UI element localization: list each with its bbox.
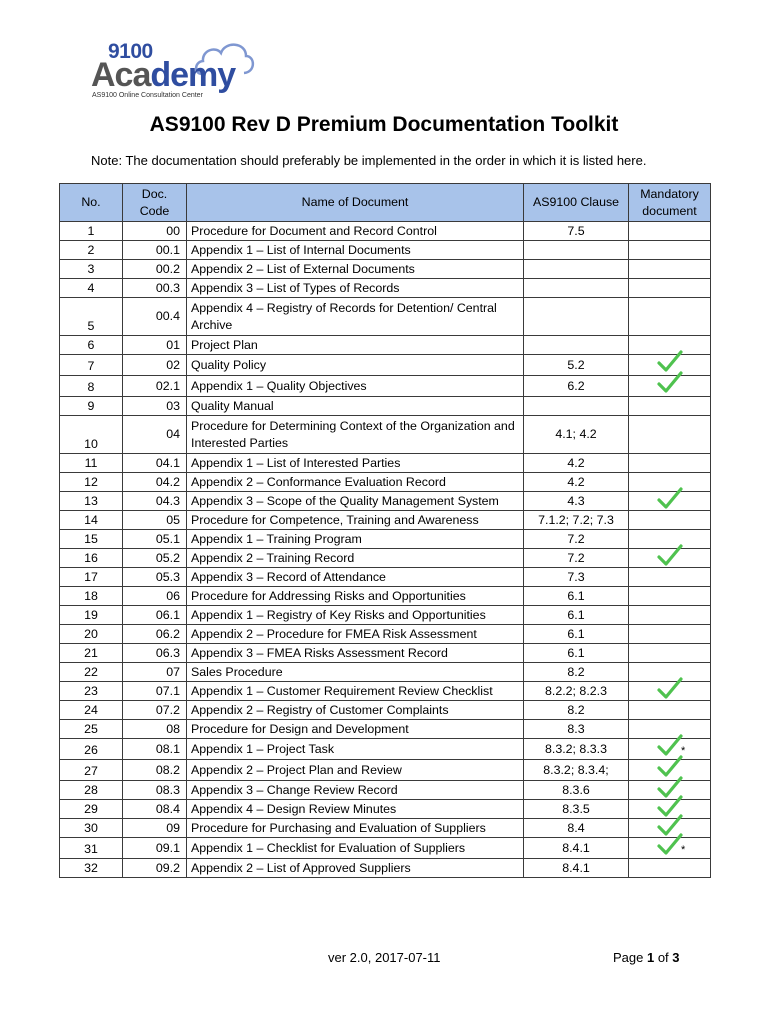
table-row xyxy=(60,663,711,682)
row-number: 8 xyxy=(60,376,123,397)
doc-code: 00.4 xyxy=(123,298,187,336)
doc-code: 08 xyxy=(123,720,187,739)
asterisk-note: * xyxy=(681,844,686,856)
as9100-clause: 6.1 xyxy=(524,587,629,606)
doc-code: 05.3 xyxy=(123,568,187,587)
row-number: 25 xyxy=(60,720,123,739)
row-number: 30 xyxy=(60,819,123,838)
as9100-clause: 8.2 xyxy=(524,701,629,720)
table-row xyxy=(60,739,711,760)
as9100-clause xyxy=(524,298,629,336)
row-number: 21 xyxy=(60,644,123,663)
doc-code: 09 xyxy=(123,819,187,838)
footer-page-number xyxy=(613,950,680,965)
document-name: Appendix 1 – Registry of Key Risks and Opportunities xyxy=(187,606,524,625)
document-name: Appendix 2 – Training Record xyxy=(187,549,524,568)
as9100-clause: 8.3.2; 8.3.3 xyxy=(524,739,629,760)
row-number: 4 xyxy=(60,279,123,298)
as9100-clause xyxy=(524,279,629,298)
table-row xyxy=(60,511,711,530)
row-number: 10 xyxy=(60,416,123,454)
footer-page-current: 1 xyxy=(646,950,655,965)
document-name: Appendix 1 – Checklist for Evaluation of Suppliers xyxy=(187,838,524,859)
document-name: Sales Procedure xyxy=(187,663,524,682)
doc-code: 09.2 xyxy=(123,859,187,878)
doc-code: 04.2 xyxy=(123,473,187,492)
doc-code: 06.3 xyxy=(123,644,187,663)
row-number: 23 xyxy=(60,682,123,701)
as9100-clause: 7.5 xyxy=(524,222,629,241)
footer-version: ver 2.0, 2017-07-11 xyxy=(328,950,441,965)
document-name: Procedure for Design and Development xyxy=(187,720,524,739)
table-row xyxy=(60,682,711,701)
as9100-clause: 8.4.1 xyxy=(524,838,629,859)
as9100-clause: 6.1 xyxy=(524,625,629,644)
mandatory-cell xyxy=(629,568,711,587)
asterisk-note: * xyxy=(681,745,686,757)
document-name: Procedure for Document and Record Control xyxy=(187,222,524,241)
table-row xyxy=(60,781,711,800)
doc-code: 00 xyxy=(123,222,187,241)
mandatory-cell xyxy=(629,454,711,473)
document-name: Appendix 1 – Training Program xyxy=(187,530,524,549)
doc-code: 02.1 xyxy=(123,376,187,397)
checkmark-icon xyxy=(657,833,686,857)
header-mandatory: Mandatory document xyxy=(629,184,711,222)
table-row xyxy=(60,397,711,416)
document-name: Quality Manual xyxy=(187,397,524,416)
table-row xyxy=(60,336,711,355)
header-doc-code: Doc. Code xyxy=(123,184,187,222)
table-row xyxy=(60,760,711,781)
mandatory-cell xyxy=(629,298,711,336)
as9100-clause: 7.1.2; 7.2; 7.3 xyxy=(524,511,629,530)
row-number: 32 xyxy=(60,859,123,878)
table-row xyxy=(60,587,711,606)
table-row xyxy=(60,222,711,241)
table-row xyxy=(60,549,711,568)
checkmark-icon xyxy=(657,544,683,568)
table-row xyxy=(60,454,711,473)
doc-code: 07.1 xyxy=(123,682,187,701)
doc-code: 04 xyxy=(123,416,187,454)
header-no: No. xyxy=(60,184,123,222)
table-row xyxy=(60,625,711,644)
doc-code: 01 xyxy=(123,336,187,355)
mandatory-cell xyxy=(629,838,711,859)
as9100-clause: 8.2.2; 8.2.3 xyxy=(524,682,629,701)
mandatory-cell xyxy=(629,549,711,568)
as9100-clause: 8.3.6 xyxy=(524,781,629,800)
row-number: 22 xyxy=(60,663,123,682)
footer-page-prefix: Page xyxy=(613,950,647,965)
as9100-clause: 6.1 xyxy=(524,644,629,663)
row-number: 6 xyxy=(60,336,123,355)
footer-page-total: 3 xyxy=(672,950,680,965)
row-number: 3 xyxy=(60,260,123,279)
table-row xyxy=(60,279,711,298)
header-clause: AS9100 Clause xyxy=(524,184,629,222)
logo-number: 9100 xyxy=(108,40,153,63)
table-row xyxy=(60,260,711,279)
mandatory-cell xyxy=(629,222,711,241)
as9100-clause xyxy=(524,260,629,279)
mandatory-cell xyxy=(629,644,711,663)
doc-code: 08.3 xyxy=(123,781,187,800)
as9100-clause: 7.2 xyxy=(524,530,629,549)
document-name: Appendix 2 – Project Plan and Review xyxy=(187,760,524,781)
document-name: Appendix 1 – Customer Requirement Review Checklist xyxy=(187,682,524,701)
table-row xyxy=(60,701,711,720)
doc-code: 07 xyxy=(123,663,187,682)
document-name: Procedure for Purchasing and Evaluation of Suppliers xyxy=(187,819,524,838)
row-number: 11 xyxy=(60,454,123,473)
document-title: AS9100 Rev D Premium Documentation Toolkit xyxy=(149,113,619,136)
row-number: 26 xyxy=(60,739,123,760)
document-name: Appendix 3 – FMEA Risks Assessment Record xyxy=(187,644,524,663)
as9100-clause: 8.4 xyxy=(524,819,629,838)
as9100-clause: 4.1; 4.2 xyxy=(524,416,629,454)
as9100-clause: 8.4.1 xyxy=(524,859,629,878)
table-row xyxy=(60,376,711,397)
row-number: 2 xyxy=(60,241,123,260)
document-name: Appendix 3 – Record of Attendance xyxy=(187,568,524,587)
checkmark-icon xyxy=(657,487,683,511)
row-number: 18 xyxy=(60,587,123,606)
table-row xyxy=(60,606,711,625)
as9100-clause: 5.2 xyxy=(524,355,629,376)
as9100-clause: 8.3.2; 8.3.4; xyxy=(524,760,629,781)
logo-word xyxy=(91,56,235,95)
row-number: 19 xyxy=(60,606,123,625)
table-row xyxy=(60,720,711,739)
table-row xyxy=(60,859,711,878)
as9100-clause xyxy=(524,336,629,355)
doc-code: 02 xyxy=(123,355,187,376)
as9100-clause: 6.1 xyxy=(524,606,629,625)
table-row xyxy=(60,568,711,587)
logo-word-part-b: demy xyxy=(150,56,236,94)
table-row xyxy=(60,819,711,838)
row-number: 5 xyxy=(60,298,123,336)
row-number: 9 xyxy=(60,397,123,416)
document-name: Appendix 3 – Scope of the Quality Management System xyxy=(187,492,524,511)
table-row xyxy=(60,416,711,454)
row-number: 1 xyxy=(60,222,123,241)
table-row xyxy=(60,492,711,511)
checkmark-icon xyxy=(657,677,683,701)
document-name: Appendix 2 – Procedure for FMEA Risk Assessment xyxy=(187,625,524,644)
row-number: 13 xyxy=(60,492,123,511)
mandatory-cell xyxy=(629,606,711,625)
document-name: Appendix 2 – List of Approved Suppliers xyxy=(187,859,524,878)
as9100-clause xyxy=(524,397,629,416)
as9100-clause: 8.2 xyxy=(524,663,629,682)
doc-code: 07.2 xyxy=(123,701,187,720)
mandatory-cell xyxy=(629,682,711,701)
doc-code: 05.2 xyxy=(123,549,187,568)
row-number: 15 xyxy=(60,530,123,549)
doc-code: 00.1 xyxy=(123,241,187,260)
mandatory-cell xyxy=(629,241,711,260)
table-header-row xyxy=(60,184,711,222)
doc-code: 08.1 xyxy=(123,739,187,760)
mandatory-cell xyxy=(629,416,711,454)
doc-code: 05.1 xyxy=(123,530,187,549)
mandatory-cell xyxy=(629,492,711,511)
row-number: 16 xyxy=(60,549,123,568)
document-name: Appendix 1 – Project Task xyxy=(187,739,524,760)
header-name: Name of Document xyxy=(187,184,524,222)
mandatory-cell xyxy=(629,397,711,416)
mandatory-cell xyxy=(629,376,711,397)
row-number: 31 xyxy=(60,838,123,859)
document-name: Appendix 2 – List of External Documents xyxy=(187,260,524,279)
document-name: Appendix 4 – Registry of Records for Detention/ Central Archive xyxy=(187,298,524,336)
document-name: Appendix 1 – List of Internal Documents xyxy=(187,241,524,260)
table-row xyxy=(60,355,711,376)
as9100-clause: 8.3.5 xyxy=(524,800,629,819)
table-row xyxy=(60,644,711,663)
table-row xyxy=(60,241,711,260)
doc-code: 08.2 xyxy=(123,760,187,781)
implementation-note: Note: The documentation should preferably be implemented in the order in which it is listed here. xyxy=(91,153,647,168)
document-name: Appendix 4 – Design Review Minutes xyxy=(187,800,524,819)
document-name: Project Plan xyxy=(187,336,524,355)
mandatory-cell xyxy=(629,587,711,606)
documents-table xyxy=(59,183,711,878)
row-number: 14 xyxy=(60,511,123,530)
doc-code: 05 xyxy=(123,511,187,530)
row-number: 29 xyxy=(60,800,123,819)
as9100-clause: 4.3 xyxy=(524,492,629,511)
table-row xyxy=(60,800,711,819)
document-name: Appendix 1 – List of Interested Parties xyxy=(187,454,524,473)
table-row xyxy=(60,530,711,549)
doc-code: 06.1 xyxy=(123,606,187,625)
mandatory-cell xyxy=(629,625,711,644)
row-number: 17 xyxy=(60,568,123,587)
as9100-clause: 7.2 xyxy=(524,549,629,568)
document-name: Appendix 3 – Change Review Record xyxy=(187,781,524,800)
document-name: Quality Policy xyxy=(187,355,524,376)
mandatory-cell xyxy=(629,260,711,279)
row-number: 24 xyxy=(60,701,123,720)
row-number: 7 xyxy=(60,355,123,376)
table-row xyxy=(60,838,711,859)
table-row xyxy=(60,298,711,336)
footer-page-of: of xyxy=(654,950,673,965)
as9100-clause: 6.2 xyxy=(524,376,629,397)
as9100-clause: 7.3 xyxy=(524,568,629,587)
document-name: Appendix 2 – Conformance Evaluation Record xyxy=(187,473,524,492)
document-name: Procedure for Competence, Training and Awareness xyxy=(187,511,524,530)
academy-logo xyxy=(86,38,266,106)
row-number: 27 xyxy=(60,760,123,781)
as9100-clause: 4.2 xyxy=(524,454,629,473)
doc-code: 04.1 xyxy=(123,454,187,473)
as9100-clause: 4.2 xyxy=(524,473,629,492)
checkmark-icon xyxy=(657,371,683,395)
doc-code: 04.3 xyxy=(123,492,187,511)
table-row xyxy=(60,473,711,492)
logo-word-part-a: Aca xyxy=(91,56,151,94)
row-number: 20 xyxy=(60,625,123,644)
mandatory-cell xyxy=(629,279,711,298)
row-number: 28 xyxy=(60,781,123,800)
document-name: Appendix 1 – Quality Objectives xyxy=(187,376,524,397)
doc-code: 06 xyxy=(123,587,187,606)
mandatory-cell xyxy=(629,701,711,720)
document-name: Procedure for Addressing Risks and Opportunities xyxy=(187,587,524,606)
doc-code: 06.2 xyxy=(123,625,187,644)
document-name: Procedure for Determining Context of the Organization and Interested Parties xyxy=(187,416,524,454)
document-name: Appendix 3 – List of Types of Records xyxy=(187,279,524,298)
mandatory-cell xyxy=(629,859,711,878)
logo-subtitle: AS9100 Online Consultation Center xyxy=(92,92,203,99)
mandatory-cell xyxy=(629,511,711,530)
row-number: 12 xyxy=(60,473,123,492)
document-name: Appendix 2 – Registry of Customer Complaints xyxy=(187,701,524,720)
doc-code: 00.3 xyxy=(123,279,187,298)
doc-code: 03 xyxy=(123,397,187,416)
as9100-clause: 8.3 xyxy=(524,720,629,739)
as9100-clause xyxy=(524,241,629,260)
doc-code: 00.2 xyxy=(123,260,187,279)
doc-code: 09.1 xyxy=(123,838,187,859)
doc-code: 08.4 xyxy=(123,800,187,819)
